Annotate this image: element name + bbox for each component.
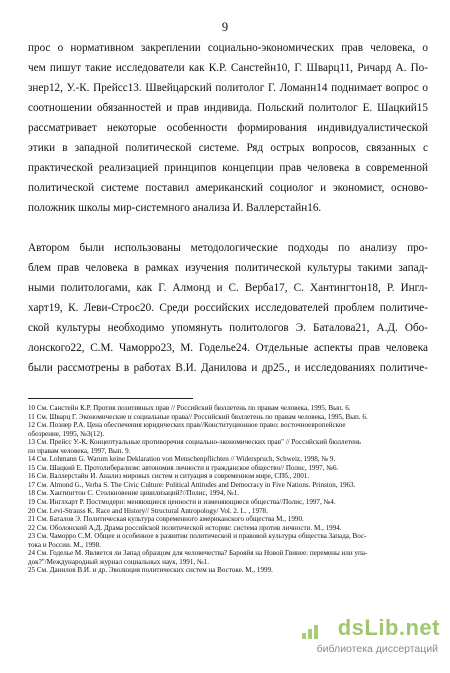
footnote: 21 См. Баталов Э. Политическая культура современного американского общества М., 1990. bbox=[28, 515, 304, 524]
footnote: тока и России. М., 1998. bbox=[28, 540, 101, 549]
body-line: практической реализацией принципов концепции прав человека в современной bbox=[28, 162, 428, 174]
footnote: 15 См. Шацкий Е. Протолиберализм: автономия личности и гражданское общество// Полис, 1997, №6. bbox=[28, 463, 339, 472]
footnote-separator bbox=[28, 398, 193, 399]
footnote: 10 См. Санстейн К.Р. Против позитивных прав // Российский бюллетень по правам человека, 1995, Вып. 6. bbox=[28, 404, 351, 412]
body-line: рассматривает некоторые особенности формирования индивидуалистической bbox=[28, 122, 428, 134]
footnote: 25 См. Данилов В.И. и др. Эволюция политических систем на Востоке. М., 1999. bbox=[28, 566, 273, 575]
footnote: 13 См. Прейсс У.-К. Концептуальные противоречия социально-экономических прав" // Российский бюллетень bbox=[28, 438, 362, 447]
footnote: 20 См. Levi-Strauss K. Race and History// Structural Antropology/ Vol. 2. L. , 1978. bbox=[28, 506, 268, 515]
body-line: ными политологами, как Г. Алмонд и С. Верба17, С. Хантингтон18, Р. Ингл- bbox=[28, 282, 428, 294]
footnote: 23 См. Чаморро С.М. Общее и особенное в развитии политической и правовой культуры общества Запада, Вос- bbox=[28, 532, 367, 541]
footnote: по правам человека, 1997, Вып. 9. bbox=[28, 446, 131, 455]
paragraph-gap bbox=[28, 218, 428, 238]
body-line: харт19, К. Леви-Строс20. Среди российских исследователей проблем политиче- bbox=[28, 302, 428, 314]
watermark-subtitle: библиотека диссертаций bbox=[316, 643, 438, 655]
footnote: 22 См. Оболонский А.Д. Драма российской политической истории: система против личности. М., 1994. bbox=[28, 523, 342, 532]
body-line: знер12, У.-К. Прейсс13. Швейцарский политолог Г. Ломанн14 поднимает вопрос о bbox=[28, 82, 428, 94]
body-text bbox=[28, 38, 428, 378]
footnote: 14 См. Lohmann G. Warum keine Deklaration von Menschenpflichten // Widerspruch, Schweiz, 1998, № 9. bbox=[28, 455, 336, 464]
watermark-title: dsLib.net bbox=[337, 615, 440, 640]
body-line: политической системе поставил американский социолог и экономист, осново- bbox=[28, 182, 428, 194]
body-line: положник школы мир-системного анализа И. Валлерстайн16. bbox=[28, 202, 322, 214]
footnotes bbox=[28, 404, 433, 575]
footnote: 17 См. Almond G., Verba S. The Civic Culture: Political Attitudes and Democracy in Five Nations. Prinston, 1963. bbox=[28, 480, 356, 489]
footnote: 19 См. Инглхарт Р. Постмодерн: меняющиеся ценности и изменяющиеся общества//Полис, 1997, №4. bbox=[28, 498, 336, 507]
footnote: обозрение, 1995, №3(12). bbox=[28, 429, 105, 438]
footnote: док?"/Международный журнал социальных наук, 1991, №1. bbox=[28, 557, 210, 566]
footnote: 18 См. Хантингтон С. Столкновение цивилизаций?//Полис, 1994, №1. bbox=[28, 489, 240, 498]
body-line: этики в западной политической системе. Ряд острых вопросов, связанных с bbox=[28, 142, 428, 154]
body-line: чем пишут такие исследователи как К.Р. Санстейн10, Г. Шварц11, Ричард А. По- bbox=[28, 62, 428, 74]
body-line: лонского22, С.М. Чаморро23, М. Годелье24. Отдельные аспекты прав человека bbox=[28, 342, 428, 354]
body-line: прос о нормативном закреплении социально-экономических прав человека, о bbox=[28, 42, 428, 54]
watermark-logo bbox=[290, 615, 440, 663]
footnote: 24 См. Годелье М. Является ли Запад образцом для человечества? Барояйя на Новой Гвинее: перемены или упа- bbox=[28, 549, 368, 558]
body-line: блем прав человека в рамках изучения политической культуры такими запад- bbox=[28, 262, 428, 274]
body-line: были рассмотрены в работах В.И. Данилова и др25., и исследованиях политиче- bbox=[28, 362, 428, 374]
body-line: Автором были использованы методологические подходы по анализу про- bbox=[28, 242, 428, 254]
logo-bars-icon bbox=[302, 625, 322, 639]
footnote: 16 См. Валлерстайн И. Анализ мировых систем и ситуация в современном мире, СПб., 2001. bbox=[28, 472, 310, 481]
footnote: 11 См. Шварц Г. Экономические и социальные права// Российский бюллетень по правам человека, 1995, Вып. 6. bbox=[28, 412, 368, 421]
body-line: ской культуры необходимо упомянуть политологов Э. Баталова21, А.Д. Обо- bbox=[28, 322, 428, 334]
body-line: соотношении обязанностей и прав индивида. Польский политолог Е. Шацкий15 bbox=[28, 102, 428, 114]
page-number: 9 bbox=[221, 20, 229, 34]
footnote: 12 См. Познер Р.А. Цена обеспечения юридических прав//Конституционное право: восточноевропейское bbox=[28, 421, 346, 430]
